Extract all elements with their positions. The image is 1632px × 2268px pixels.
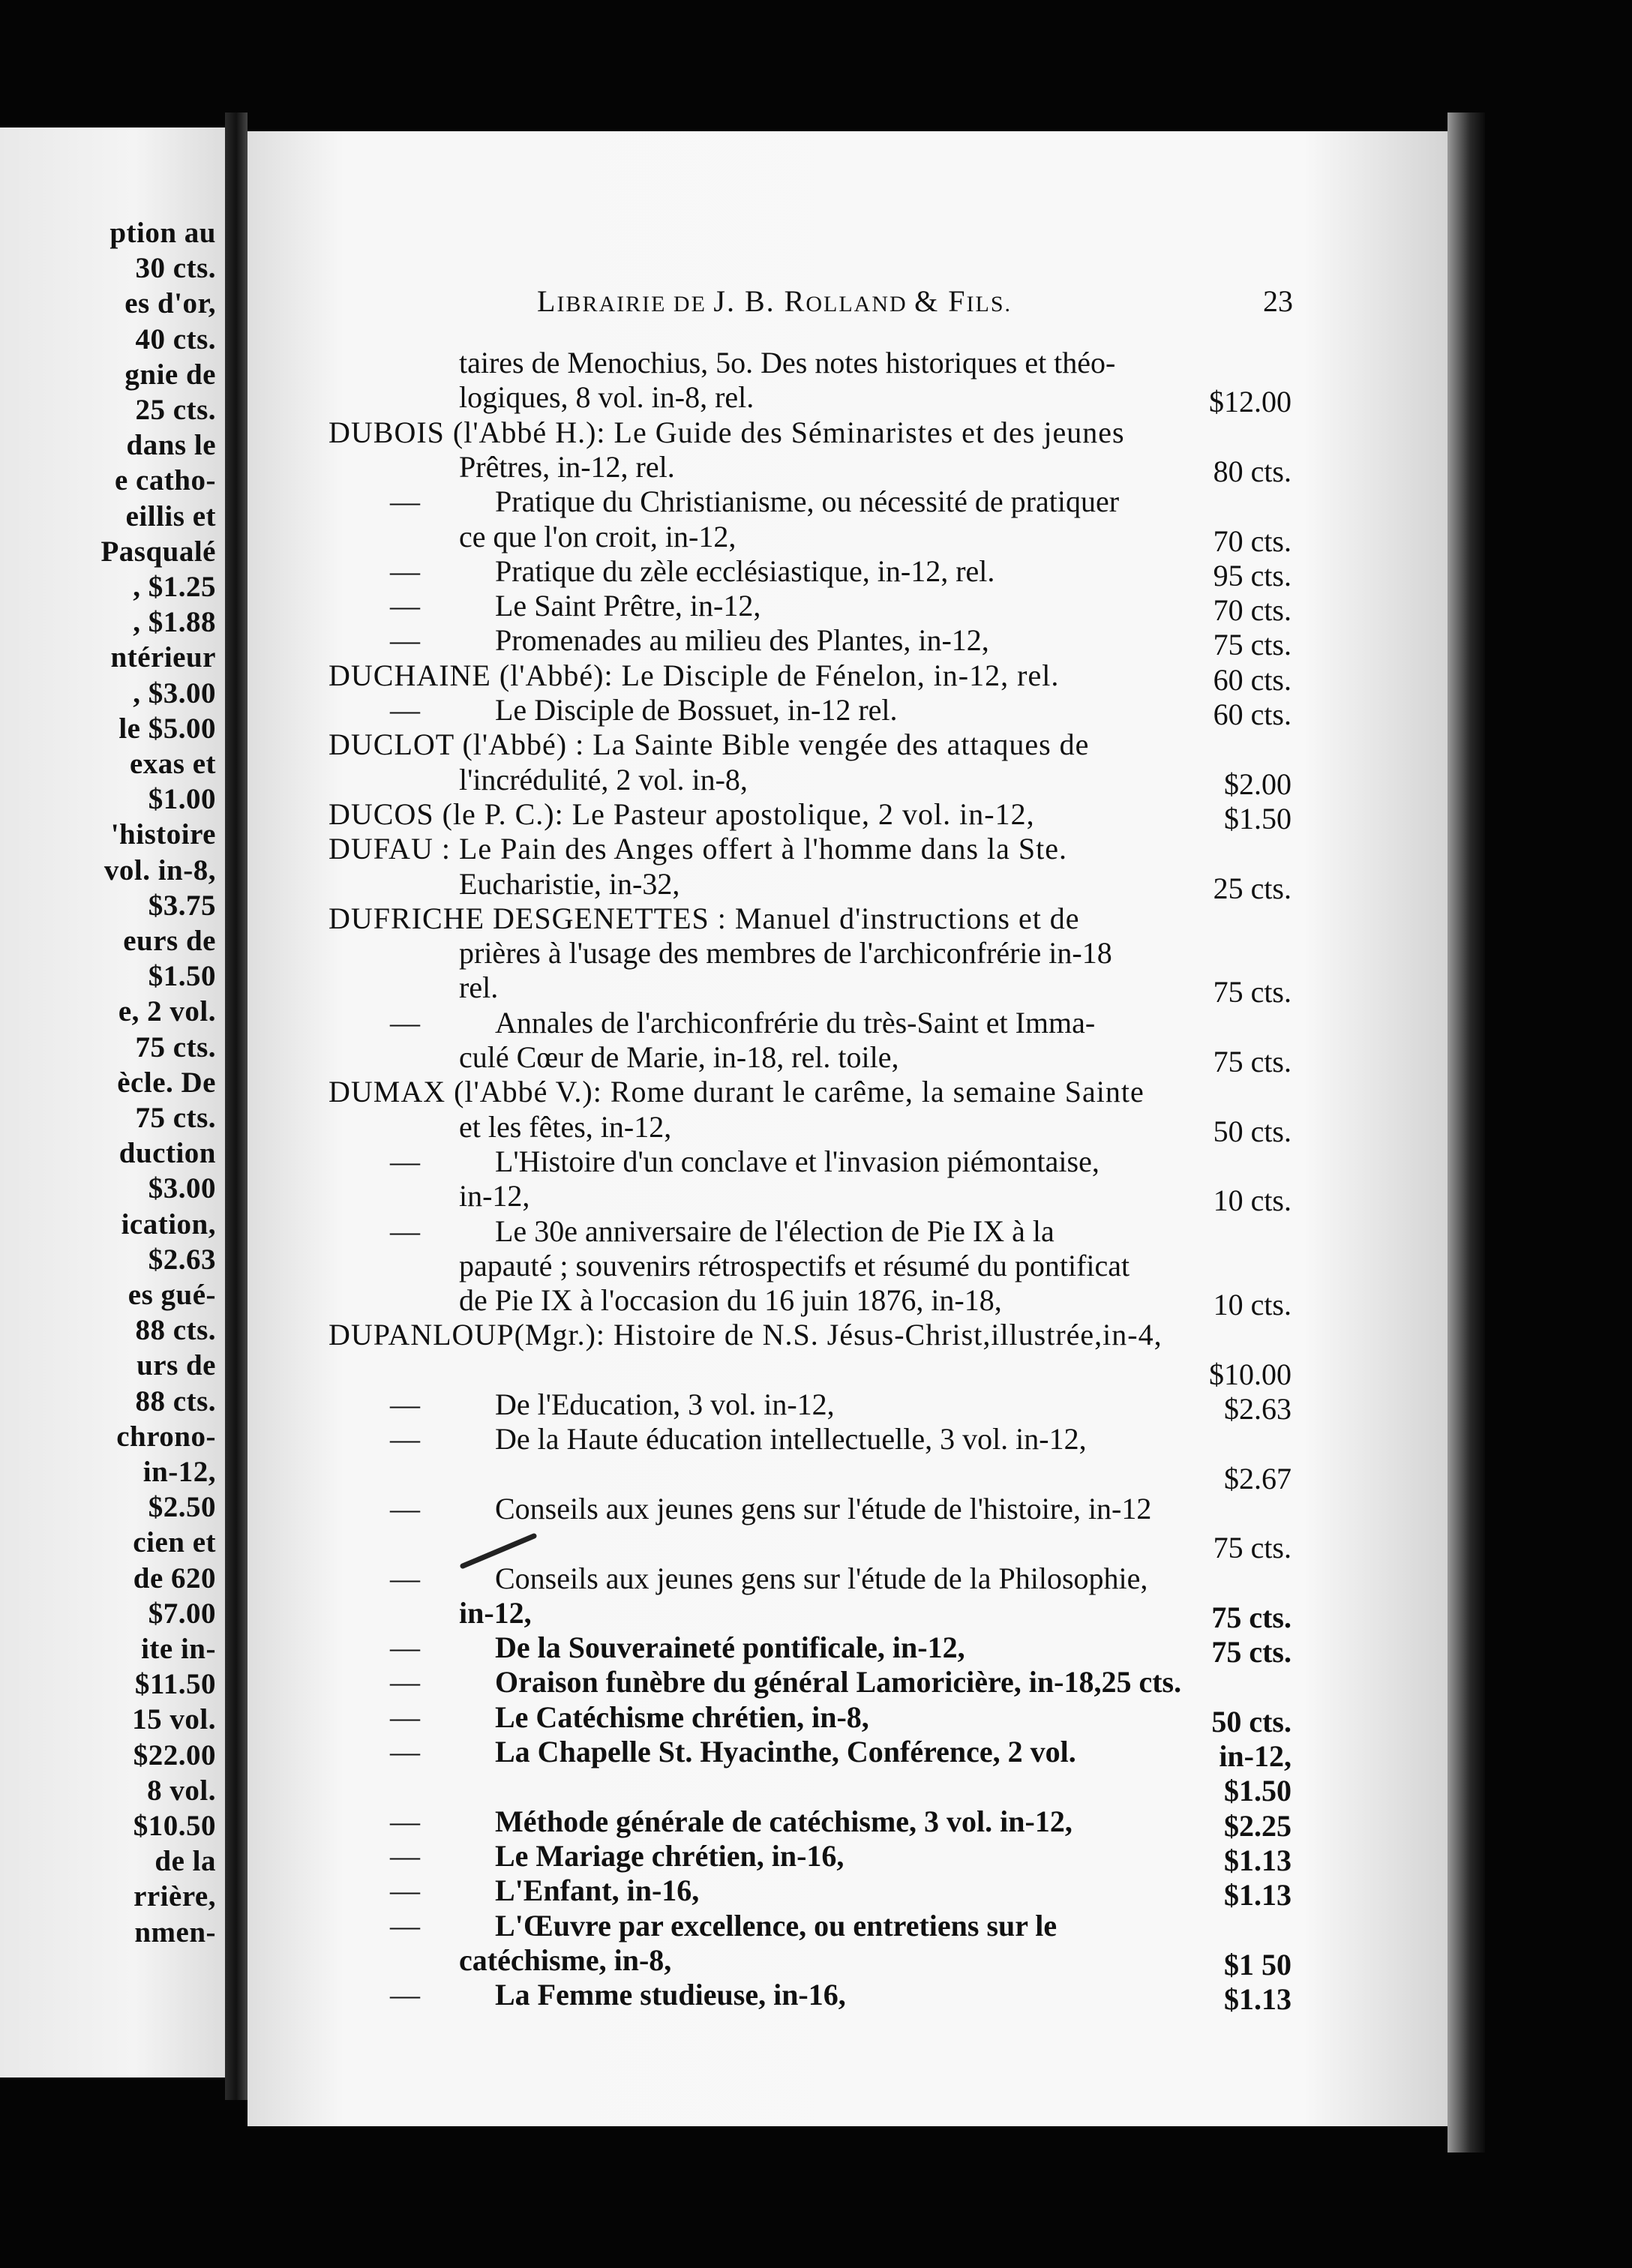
entry-line: De l'Education, 3 vol. in-12, <box>495 1388 835 1421</box>
fragment-line: gnie de <box>124 358 216 391</box>
fragment-line: es gué- <box>128 1279 216 1311</box>
ditto-dash: — <box>390 1735 420 1768</box>
entry-line: Pratique du Christianisme, ou nécessité de pratiquer <box>495 484 1120 519</box>
fragment-line: es d'or, <box>124 287 216 320</box>
entry-price: 50 cts. <box>1211 1704 1292 1738</box>
header-part: J. B. R <box>713 284 806 318</box>
fragment-line: 30 cts. <box>135 252 216 285</box>
entry-line: De la Haute éducation intellectuelle, 3 vol. in-12, <box>495 1422 1087 1456</box>
fragment-line: ication, <box>121 1208 216 1240</box>
ditto-dash: — <box>390 1804 420 1838</box>
page-number: 23 <box>1263 284 1293 318</box>
entry-price: 75 cts. <box>1213 975 1292 1010</box>
entry-price: $2.67 <box>1224 1461 1292 1496</box>
header-part: OLLAND <box>806 292 915 316</box>
fragment-line: , $3.00 <box>133 676 216 710</box>
entry-price: 60 cts. <box>1213 698 1292 731</box>
entry-author-line: DUFAU : Le Pain des Anges offert à l'homme dans la Ste. <box>328 832 1068 866</box>
fragment-line: 75 cts. <box>135 1102 216 1134</box>
entry-line: et les fêtes, in-12, <box>459 1109 672 1144</box>
entry-line: Eucharistie, in-32, <box>459 866 680 901</box>
ditto-dash: — <box>390 1630 420 1665</box>
entry-line: Conseils aux jeunes gens sur l'étude de l'histoire, in-12 <box>495 1491 1152 1526</box>
entry-line: Prêtres, in-12, rel. <box>459 449 675 484</box>
entry-line: L'Œuvre par excellence, ou entretiens sur le <box>495 1908 1058 1942</box>
entry-line: Pratique du zèle ecclésiastique, in-12, rel. <box>495 554 995 588</box>
fragment-line: ite in- <box>141 1633 216 1665</box>
entry-price: 50 cts. <box>1213 1114 1292 1148</box>
entry-author-line: DUCOS (le P. C.): Le Pasteur apostolique, 2 vol. in-12, <box>328 796 1035 831</box>
ditto-dash: — <box>390 1144 420 1178</box>
fragment-line: $2.63 <box>148 1243 216 1276</box>
entry-price: $1.13 <box>1224 1843 1292 1877</box>
fragment-line: le $5.00 <box>118 712 216 745</box>
entry-line: Promenades au milieu des Plantes, in-12, <box>495 623 989 658</box>
ditto-dash: — <box>390 1005 420 1040</box>
entry-price: $2.63 <box>1224 1392 1292 1426</box>
entry-price: $2.25 <box>1224 1808 1292 1843</box>
ditto-dash: — <box>390 1388 420 1421</box>
entry-author-line: DUBOIS (l'Abbé H.): Le Guide des Séminaristes et des jeunes <box>328 415 1125 449</box>
page-edge-shadow <box>1448 112 1485 2152</box>
fragment-line: cien et <box>133 1526 216 1559</box>
header-part: L <box>537 284 557 318</box>
entry-author-line: DUCLOT (l'Abbé) : La Sainte Bible vengée des attaques de <box>328 728 1090 762</box>
fragment-line: eillis et <box>125 500 216 532</box>
entry-line: Le Mariage chrétien, in-16, <box>495 1838 844 1873</box>
entry-line: prières à l'usage des membres de l'archiconfrérie in-18 <box>459 936 1112 970</box>
entry-price: 60 cts. <box>1213 662 1292 697</box>
fragment-line: 88 cts. <box>135 1384 216 1418</box>
entry-line: ce que l'on croit, in-12, <box>459 519 736 554</box>
ditto-dash: — <box>390 1908 420 1942</box>
entry-author-line: DUFRICHE DESGENETTES : Manuel d'instructions et de <box>328 901 1080 935</box>
running-header <box>537 284 1012 319</box>
fragment-line: $10.50 <box>133 1810 216 1842</box>
fragment-line: $22.00 <box>133 1738 216 1772</box>
fragment-line: ntérieur <box>110 641 216 674</box>
book-gutter <box>225 112 248 2100</box>
fragment-line: $1.00 <box>148 783 216 816</box>
fragment-line: urs de <box>136 1349 216 1382</box>
fragment-line: 88 cts. <box>135 1314 216 1347</box>
entry-line: Oraison funèbre du général Lamoricière, in-18,25 cts. <box>495 1665 1182 1700</box>
entry-price: 25 cts. <box>1213 871 1292 905</box>
entry-line: Méthode générale de catéchisme, 3 vol. in-12, <box>495 1804 1072 1838</box>
fragment-line: rrière, <box>134 1880 216 1913</box>
entry-line: La Chapelle St. Hyacinthe, Conférence, 2 vol. <box>495 1735 1076 1768</box>
header-part: ILS. <box>966 292 1012 316</box>
entry-line: rel. <box>459 970 499 1005</box>
fragment-line: eurs de <box>123 925 216 957</box>
entry-line: Le Catéchisme chrétien, in-8, <box>495 1700 869 1734</box>
entry-line: catéchisme, in-8, <box>459 1942 672 1977</box>
entry-line: Le 30e anniversaire de l'élection de Pie IX à la <box>495 1214 1054 1248</box>
header-part: IBRAIRIE DE <box>556 292 714 316</box>
entry-line: in-12, <box>459 1595 532 1630</box>
entry-price: $1.13 <box>1224 1878 1292 1912</box>
fragment-line: duction <box>118 1137 216 1170</box>
ditto-dash: — <box>390 623 420 658</box>
entry-price: 80 cts. <box>1213 454 1292 488</box>
ditto-dash: — <box>390 589 420 623</box>
fragment-line: vol. in-8, <box>104 854 216 886</box>
fragment-line: $2.50 <box>148 1491 216 1524</box>
entry-line: logiques, 8 vol. in-8, rel. <box>459 380 754 415</box>
fragment-line: nmen- <box>134 1916 216 1948</box>
entry-price: 75 cts. <box>1213 1045 1292 1078</box>
entry-price: $10.00 <box>1209 1357 1292 1391</box>
fragment-line: , $1.88 <box>133 606 216 639</box>
entry-line: L'Histoire d'un conclave et l'invasion piémontaise, <box>495 1144 1100 1178</box>
entry-price: 10 cts. <box>1213 1288 1292 1322</box>
fragment-line: Pasqualé <box>100 535 216 568</box>
entry-price: $1 50 <box>1224 1947 1292 1982</box>
entry-line: l'incrédulité, 2 vol. in-8, <box>459 762 748 796</box>
entry-price: 75 cts. <box>1211 1600 1292 1634</box>
entry-price: 70 cts. <box>1213 524 1292 558</box>
fragment-line: $3.75 <box>148 889 216 922</box>
entry-author-line: DUCHAINE (l'Abbé): Le Disciple de Fénelon, in-12, rel. <box>328 658 1060 692</box>
pen-stroke-mark <box>459 1532 542 1570</box>
entry-line: Le Disciple de Bossuet, in-12 rel. <box>495 693 898 727</box>
fragment-line: dans le <box>126 429 216 462</box>
fragment-line: $11.50 <box>134 1668 216 1701</box>
fragment-line: 25 cts. <box>135 394 216 426</box>
entry-price: $1.50 <box>1224 1774 1292 1808</box>
ditto-dash: — <box>390 1561 420 1595</box>
fragment-line: ècle. De <box>117 1066 216 1099</box>
fragment-line: $3.00 <box>148 1172 216 1205</box>
ditto-dash: — <box>390 1874 420 1908</box>
entry-line: taires de Menochius, 5o. Des notes historiques et théo- <box>459 346 1116 380</box>
entry-price: 95 cts. <box>1213 558 1292 592</box>
entry-price: 70 cts. <box>1213 593 1292 628</box>
fragment-line: in-12, <box>142 1456 216 1488</box>
fragment-line: e, 2 vol. <box>118 995 216 1028</box>
entry-line: culé Cœur de Marie, in-18, rel. toile, <box>459 1040 899 1074</box>
entry-line: Conseils aux jeunes gens sur l'étude de la Philosophie, <box>495 1561 1148 1595</box>
fragment-line: 8 vol. <box>147 1774 216 1807</box>
fragment-line: de 620 <box>133 1562 216 1594</box>
ditto-dash: — <box>390 1422 420 1456</box>
header-part: & F <box>914 284 967 318</box>
ditto-dash: — <box>390 1665 420 1700</box>
entry-line: Annales de l'archiconfrérie du très-Saint et Imma- <box>495 1005 1096 1040</box>
entry-line: in-12, <box>459 1179 530 1214</box>
fragment-line: exas et <box>129 748 216 780</box>
entry-price: 75 cts. <box>1213 1531 1292 1565</box>
fragment-line: , $1.25 <box>133 571 216 603</box>
fragment-line: chrono- <box>116 1420 216 1453</box>
fragment-line: de la <box>154 1845 216 1878</box>
ditto-dash: — <box>390 1214 420 1248</box>
ditto-dash: — <box>390 1700 420 1734</box>
ditto-dash: — <box>390 693 420 727</box>
fragment-line: 'histoire <box>110 818 216 851</box>
previous-page-fragment <box>0 128 225 2078</box>
ditto-dash: — <box>390 1978 420 2012</box>
entry-price: 75 cts. <box>1211 1635 1292 1670</box>
entry-line: De la Souveraineté pontificale, in-12, <box>495 1630 965 1665</box>
fragment-line: e catho- <box>114 464 216 497</box>
entry-author-line: DUPANLOUP(Mgr.): Histoire de N.S. Jésus-Christ,illustrée,in-4, <box>328 1318 1162 1352</box>
fragment-line: $1.50 <box>148 960 216 993</box>
entry-author-line: DUMAX (l'Abbé V.): Rome durant le carême, la semaine Sainte <box>328 1075 1144 1109</box>
fragment-line: $7.00 <box>148 1597 216 1630</box>
entry-price: $2.00 <box>1224 766 1292 801</box>
fragment-line: 75 cts. <box>135 1030 216 1064</box>
entry-line: de Pie IX à l'occasion du 16 juin 1876, in-18, <box>459 1283 1002 1318</box>
ditto-dash: — <box>390 554 420 588</box>
entry-price: 75 cts. <box>1213 628 1292 662</box>
entry-price: $12.00 <box>1209 385 1292 419</box>
entry-price: in-12, <box>1219 1739 1292 1773</box>
entry-line: L'Enfant, in-16, <box>495 1874 700 1908</box>
ditto-dash: — <box>390 484 420 519</box>
entry-line: Le Saint Prêtre, in-12, <box>495 589 761 623</box>
fragment-line: 15 vol. <box>132 1703 216 1736</box>
ditto-dash: — <box>390 1491 420 1526</box>
entry-price: $1.50 <box>1224 801 1292 836</box>
entry-line: papauté ; souvenirs rétrospectifs et résumé du pontificat <box>459 1248 1130 1282</box>
ditto-dash: — <box>390 1838 420 1873</box>
fragment-line: ption au <box>110 217 216 249</box>
entry-line: La Femme studieuse, in-16, <box>495 1978 846 2012</box>
entry-price: 10 cts. <box>1213 1184 1292 1218</box>
fragment-line: 40 cts. <box>135 322 216 356</box>
entry-price: $1.13 <box>1224 1982 1292 2017</box>
